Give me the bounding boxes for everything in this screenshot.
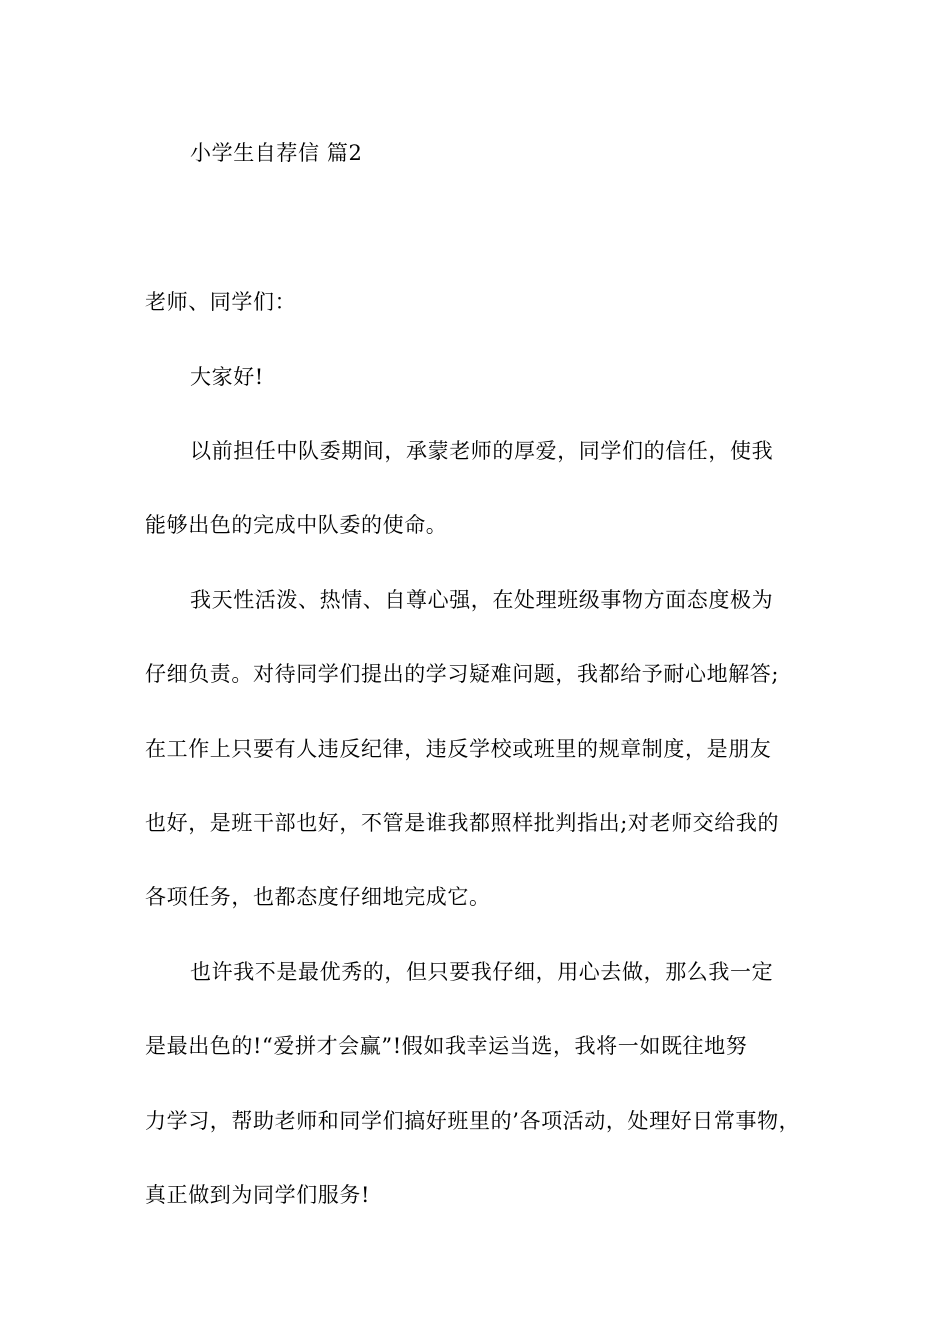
paragraph-line: 在工作上只要有人违反纪律，违反学校或班里的规章制度，是朋友	[145, 737, 772, 761]
paragraph-line: 仔细负责。对待同学们提出的学习疑难问题，我都给予耐心地解答;	[145, 662, 780, 686]
paragraph-line: 力学习，帮助老师和同学们搞好班里的’各项活动，处理好日常事物，	[145, 1109, 801, 1133]
document-title: 小学生自荐信 篇2	[190, 141, 363, 165]
greeting: 大家好!	[190, 365, 264, 389]
paragraph-line: 能够出色的完成中队委的使命。	[145, 513, 448, 537]
paragraph-line: 我天性活泼、热情、自尊心强，在处理班级事物方面态度极为	[190, 588, 774, 612]
paragraph-line: 以前担任中队委期间，承蒙老师的厚爱，同学们的信任，使我	[190, 439, 774, 463]
salutation: 老师、同学们：	[145, 290, 297, 314]
paragraph-line: 真正做到为同学们服务!	[145, 1183, 371, 1207]
paragraph-line: 也许我不是最优秀的，但只要我仔细，用心去做，那么我一定	[190, 960, 774, 984]
paragraph-line: 是最出色的!“爱拼才会赢”!假如我幸运当选，我将一如既往地努	[145, 1034, 748, 1058]
paragraph-line: 也好，是班干部也好，不管是谁我都照样批判指出;对老师交给我的	[145, 811, 780, 835]
paragraph-line: 各项任务，也都态度仔细地完成它。	[145, 885, 491, 909]
